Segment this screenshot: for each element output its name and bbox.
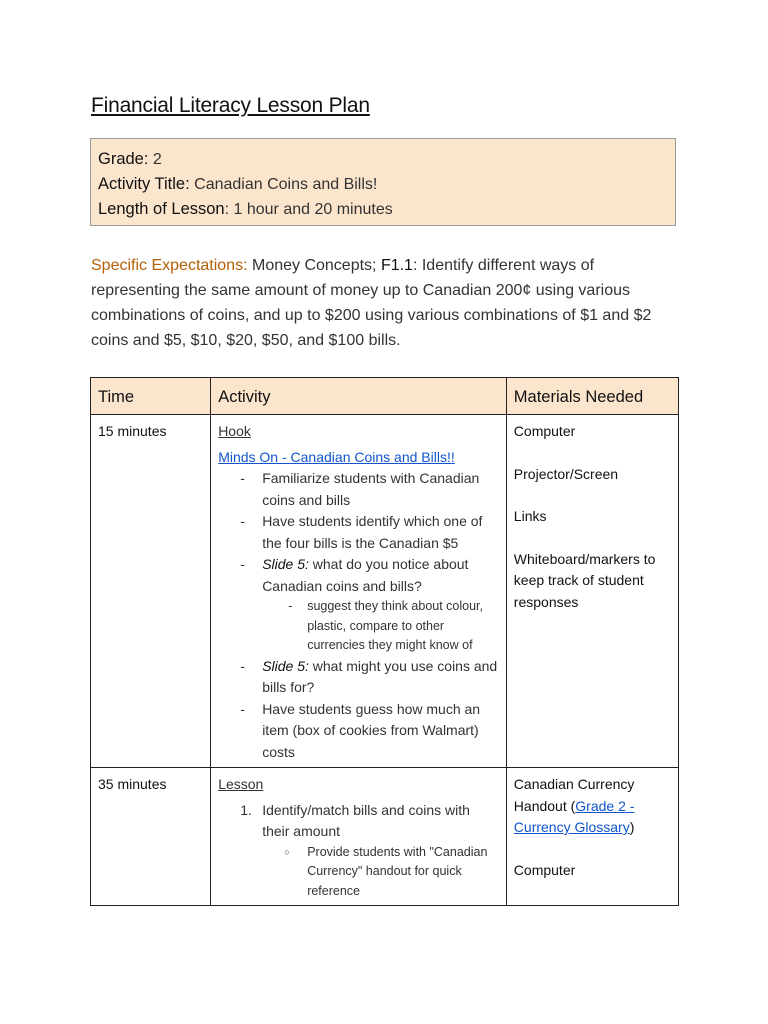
grade-value: 2 — [152, 151, 162, 168]
materials-cell — [506, 415, 678, 768]
sub-list — [262, 843, 499, 902]
length-line — [98, 197, 668, 222]
activity-list — [218, 468, 499, 763]
length-label: Length of Lesson — [98, 200, 225, 218]
grade-label: Grade: — [98, 150, 149, 168]
expectations-lead: Money Concepts; — [251, 257, 381, 274]
section-heading: Hook — [218, 423, 251, 439]
list-item: - Familiarize students with Canadian coins and bills — [262, 468, 499, 511]
expectations-label: Specific Expectations: — [91, 257, 248, 274]
length-value: : 1 hour and 20 minutes — [224, 201, 393, 218]
list-item: - Have students guess how much an item (box of cookies from Walmart) costs — [262, 699, 499, 764]
expectations-code: F1.1 — [380, 257, 413, 274]
page-title: Financial Literacy Lesson Plan — [91, 94, 370, 117]
numbered-item-text: Identify/match bills and coins with their amount — [262, 801, 470, 839]
material-text: Canadian Currency Handout ( — [513, 776, 635, 814]
section-heading: Lesson — [218, 776, 264, 792]
material-item: Whiteboard/markers to keep track of student responses — [513, 550, 656, 610]
header-time: Time — [91, 378, 211, 415]
list-item — [262, 554, 499, 656]
material-item: Computer — [513, 423, 576, 439]
header-activity: Activity — [211, 378, 507, 415]
list-item: ○ Provide students with "Canadian Currency" handout for quick reference — [307, 843, 499, 902]
table-row — [91, 415, 679, 768]
time-cell: 35 minutes — [91, 768, 211, 906]
list-item — [262, 656, 499, 699]
slide-label: Slide 5: — [262, 556, 309, 572]
currency-glossary-link[interactable]: Grade 2 - Currency Glossary — [513, 797, 635, 835]
slide-question: what might you use coins and bills for? — [262, 657, 498, 695]
grade-line — [98, 147, 668, 172]
lesson-info-box — [90, 138, 676, 226]
activity-cell — [211, 768, 507, 906]
minds-on-link[interactable]: Minds On - Canadian Coins and Bills!! — [218, 448, 455, 465]
list-item — [262, 800, 499, 902]
material-item: Computer — [513, 861, 576, 878]
numbered-list — [218, 800, 499, 902]
slide-question: what do you notice about Canadian coins and bills? — [262, 556, 469, 594]
material-item — [514, 774, 671, 839]
material-item: Links — [513, 508, 547, 524]
activity-title-value: Canadian Coins and Bills! — [194, 176, 378, 193]
material-text: ) — [629, 819, 635, 835]
list-item: - suggest they think about colour, plastic, compare to other currencies they might know of — [307, 597, 499, 656]
time-cell: 15 minutes — [91, 415, 211, 768]
slide-label: Slide 5: — [262, 657, 309, 674]
lesson-table — [90, 377, 679, 906]
activity-title-line — [98, 172, 668, 197]
header-materials: Materials Needed — [506, 378, 678, 415]
table-row — [91, 768, 679, 906]
table-header-row — [91, 378, 679, 415]
activity-cell — [211, 415, 507, 768]
sub-list — [262, 597, 499, 656]
specific-expectations — [91, 253, 681, 353]
materials-cell — [506, 768, 678, 906]
expectations-text: : Identify different ways of representing the same amount of money up to Canadian 200¢ using various combinations of coins, and up to $200 using various combinations of $1 and $2 coins and $5, $10, $20, $50, and $100 bills. — [91, 257, 652, 349]
activity-title-label: Activity Title: — [98, 175, 190, 193]
list-item: - Have students identify which one of the four bills is the Canadian $5 — [262, 511, 499, 554]
material-item: Projector/Screen — [513, 465, 619, 482]
